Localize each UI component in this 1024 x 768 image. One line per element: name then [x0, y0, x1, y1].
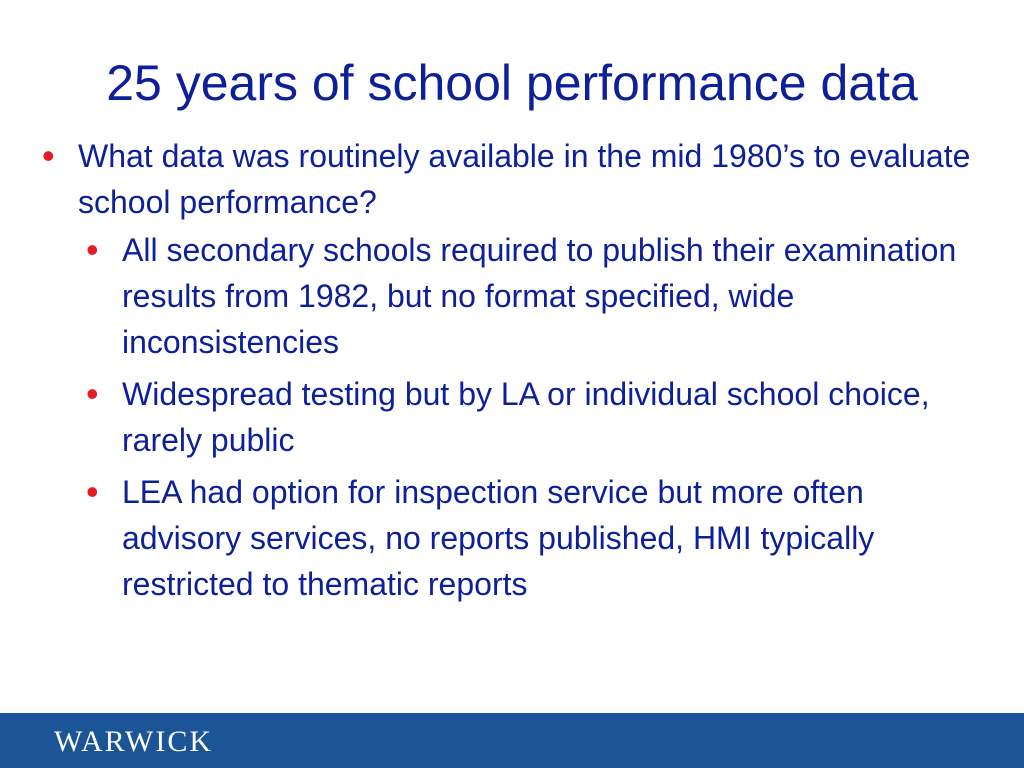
bullet-dot-icon: • — [86, 373, 99, 414]
warwick-logo: WARWICK — [54, 725, 213, 758]
sub-bullet-text: LEA had option for inspection service but more often advisory services, no reports published, HMI typically restricted to thematic reports — [122, 474, 875, 602]
sub-bullet-item — [84, 371, 962, 463]
footer-bar — [0, 713, 1024, 768]
bullet-text: What data was routinely available in the mid 1980’s to evaluate school performance? — [78, 138, 971, 220]
bullet-dot-icon: • — [86, 471, 99, 512]
bullet-dot-icon: • — [42, 135, 55, 176]
bullet-list — [38, 133, 998, 613]
bullet-item — [38, 133, 998, 225]
slide-title: 25 years of school performance data — [106, 55, 918, 111]
sub-bullet-text: All secondary schools required to publish their examination results from 1982, but no format specified, wide inconsistencies — [122, 232, 957, 360]
sub-bullet-text: Widespread testing but by LA or individual school choice, rarely public — [122, 376, 930, 458]
sub-bullet-item — [84, 227, 962, 365]
bullet-dot-icon: • — [86, 229, 99, 270]
sub-bullet-item — [84, 469, 962, 607]
